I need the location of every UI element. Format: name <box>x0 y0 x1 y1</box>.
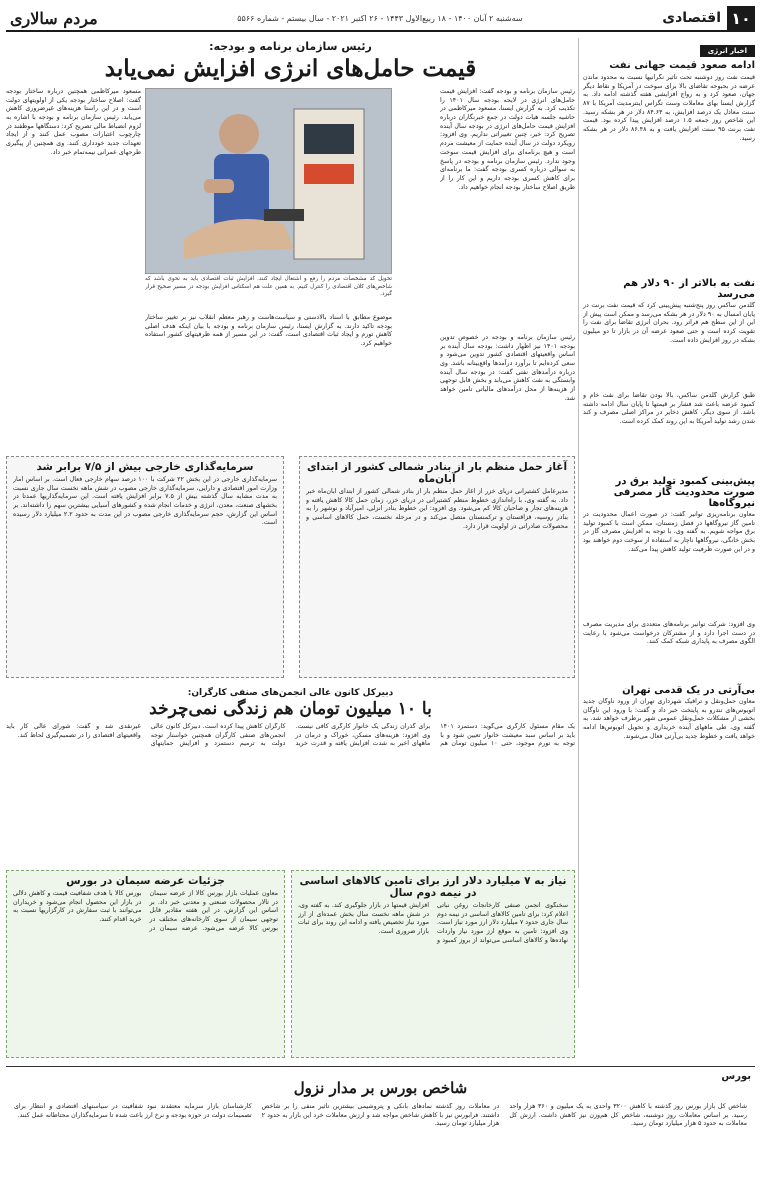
page-number: ۱۰ <box>727 6 755 30</box>
sidebar-body-power-2: وی افزود: شرکت توانیر برنامه‌های متعددی برای مدیریت مصرف در دست اجرا دارد و از مشترکان درخواست می‌شود با رعایت الگوی مصرف به پایداری شبکه کمک کنند. <box>583 621 755 646</box>
bourse-body-mid: در معاملات روز گذشته نمادهای بانکی و پتروشیمی بیشترین تاثیر منفی را بر شاخص داشتند. فرابورس نیز با کاهش شاخص مواجه شد و ارزش معاملات خرد این بازار به حدود ۲ هزار میلیارد تومان رسید. <box>261 1103 500 1128</box>
sidebar-subhead-brt: بی‌آر‌تی در یک قدمی تهران <box>622 685 755 696</box>
story2-kicker: دبیرکل کانون عالی انجمن‌های صنفی کارگران: <box>187 688 394 698</box>
box-right-title: آغاز حمل منظم بار از بنادر شمالی کشور از ابتدای آبان‌ماه <box>306 461 568 485</box>
basic-goods-fx-box <box>291 870 575 1058</box>
sidebar-subhead-power: پیش‌بینی کمبود تولید برق در صورت محدودیت گاز مصرفی نیروگاه‌ها <box>613 476 755 509</box>
story2-body: یک مقام مسئول کارگری می‌گوید: دستمزد ۱۴۰۱ باید بر اساس سبد معیشت خانوار تعیین شود و با توجه به تورم موجود، حتی ۱۰ میلیون تومان هم برای گذران زندگی یک خانوار کارگری کافی نیست. وی افزود: هزینه‌های مسکن، خوراک و درمان در ماههای اخیر به شدت افزایش یافته و قدرت خرید کارگران کاهش پیدا کرده است. دبیرکل کانون عالی انجمن‌های صنفی کارگران همچنین خواستار توجه دولت به ترمیم دستمزد و افزایش حمایتهای غیرنقدی شد و گفت: شورای عالی کار باید واقعیتهای اقتصادی را در تصمیم‌گیری لحاظ کند. <box>6 723 575 748</box>
lead-story <box>6 38 575 450</box>
section-tag: اخبار انرژی <box>700 45 755 57</box>
story2-headline: با ۱۰ میلیون تومان هم زندگی نمی‌چرخد <box>149 699 432 719</box>
sidebar-headline: ادامه صعود قیمت جهانی نفت <box>609 60 755 71</box>
paper-name: مردم سالاری <box>10 8 98 28</box>
photo-caption: تحویل کد مشخصات مردم را رفع و اشتغال ایجاد کنند. افزایش ثبات اقتصادی باید به نحوی باشد که شاخص‌های کلان اقتصادی را کنترل کنیم. به همین علت هم اسکناس افزایش بودجه در مسیر صحیح قرار گیرد. <box>145 276 392 298</box>
bourse-section-label: بورس <box>721 1071 751 1082</box>
sidebar-body-oil-2: طبق گزارش گلدمن ساکس، بالا بودن تقاضا برای نفت خام و کمبود عرضه باعث شد فشار بر قیمتها تا پایان سال ادامه داشته باشد. از سوی دیگر، کاهش ذخایر در مراکز اصلی مصرف و کند شدن رشد تولید آمریکا به این روند کمک کرده است. <box>583 392 755 426</box>
page-header <box>6 6 755 32</box>
sidebar-body: قیمت نفت روز دوشنبه تحت تاثیر نگرانیها نسبت به محدود ماندن عرضه در بحبوحه تقاضای بالا برای سوخت در آمریکا و نقاط دیگر جهان، صعود کرد و به رواج افزایشی هفته گذشته ادامه داد. به گزارش ایسنا بهای معاملات وست تگزاس اینترمدیت آمریکا با ۸۷ سنت معادل یک درصد افزایش، به ۸۴.۶۴ دلار در هر بشکه رسید. این شاخص روز جمعه ۱.۵ درصد افزایش پیدا کرده بود. قیمت نفت برنت ۹۵ سنت افزایش یافت و به ۸۶.۴۸ دلار در هر بشکه رسید. <box>583 74 755 142</box>
sidebar-subhead-oil: نفت به بالاتر از ۹۰ دلار هم می‌رسد <box>623 278 755 300</box>
sidebar-body-brt: معاون حمل‌ونقل و ترافیک شهرداری تهران از ورود ناوگان جدید اتوبوس‌های تندرو به پایتخت خبر داد و گفت: با ورود این ناوگان بخشی از مشکلات حمل‌ونقل عمومی شهر برطرف خواهد شد. به گفته وی، طی ماههای آینده خریداری و تحویل اتوبوس‌ها ادامه خواهد یافت و خطوط جدید بی‌آر‌تی فعال می‌شوند. <box>583 698 755 740</box>
bourse-story <box>6 1066 755 1194</box>
issue-line: سه‌شنبه ۲ آبان ۱۴۰۰ - ۱۸ ربیع‌الاول ۱۴۴۳ - ۲۶ اکتبر ۲۰۲۱ - سال بیستم - شماره ۵۵۶۶ <box>237 13 523 23</box>
fuel-station-photo <box>145 88 392 274</box>
lead-column-mid: رئیس سازمان برنامه و بودجه در خصوص تدوین بودجه ۱۴۰۱ نیز اظهار داشت: بودجه سال آینده بر اساس واقعیتهای اقتصادی کشور تدوین می‌شود و سعی کرده‌ایم تا برآورد درآمدها واقع‌بینانه باشد. وی درباره درآمدهای نفتی گفت: در بودجه سال آینده وابستگی به نفت کاهش می‌یابد و بخش قابل توجهی از هزینه‌ها از محل درآمدهای مالیاتی تامین خواهد شد. <box>440 334 575 402</box>
bourse-headline: شاخص بورس بر مدار نزول <box>293 1079 468 1097</box>
caspian-shipping-box <box>299 456 575 678</box>
column-rule <box>578 38 579 988</box>
bourse-body-right: شاخص کل بازار بورس روز گذشته با کاهش ۳۲۰۰ واحدی به یک میلیون و ۳۶۰ هزار واحد رسید. بر اساس معاملات روز دوشنبه، شاخص کل هم‌وزن نیز کاهش داشت. ارزش کل معاملات به حدود ۵ هزار میلیارد تومان رسید. <box>509 1103 747 1128</box>
green-left-body: معاون عملیات بازار بورس کالا از عرضه سیمان در تالار محصولات صنعتی و معدنی خبر داد. بر اساس این گزارش، در این هفته مقادیر قابل توجهی سیمان از سوی کارخانه‌های مختلف در بورس کالا عرضه می‌شود. عرضه سیمان در بورس کالا با هدف شفافیت قیمت و کاهش دلالی در بازار این محصول انجام می‌شود و خریداران می‌توانند با ثبت سفارش در کارگزاریها نسبت به خرید اقدام کنند. <box>13 890 278 932</box>
green-right-body: سخنگوی انجمن صنفی کارخانجات روغن نباتی اعلام کرد: برای تامین کالاهای اساسی در نیمه دوم سال جاری حدود ۷ میلیارد دلار ارز مورد نیاز است. وی افزود: تامین به موقع ارز مورد نیاز واردات نهاده‌ها و کالاهای اساسی می‌تواند از بروز کمبود و افزایش قیمتها در بازار جلوگیری کند. به گفته وی، در شش ماهه نخست سال بخش عمده‌ای از ارز مورد نیاز تخصیص یافته و ادامه این روند برای ثبات بازار ضروری است. <box>298 902 568 944</box>
bourse-body-left: کارشناسان بازار سرمایه معتقدند نبود شفافیت در سیاستهای اقتصادی و انتظار برای تصمیمات دولت در حوزه بودجه و نرخ ارز باعث شده تا سرمایه‌گذاران محتاطانه عمل کنند. <box>13 1103 252 1119</box>
lead-headline: قیمت حامل‌های انرژی افزایش نمی‌یابد <box>104 55 477 82</box>
green-left-title: جزئیات عرضه سیمان در بورس <box>66 875 225 887</box>
box-left-body: سرمایه‌گذاری خارجی در این بخش ۲۲ شرکت با ۱۰۰ درصد سهام خارجی فعال است. بر اساس آمار وزارت امور اقتصادی و دارایی، سرمایه‌گذاری خارجی مصوب در شش ماهه نخست سال جاری نسبت به مدت مشابه سال گذشته بیش از ۷.۵ برابر افزایش یافته است. این سرمایه‌گذاریها عمدتا در بخشهای صنعت، معدن، انرژی و خدمات انجام شده و کشورهای آسیایی بیشترین سهم را داشته‌اند. بر اساس این گزارش، حجم سرمایه‌گذاری خارجی مصوب در این مدت به حدود ۲.۲ میلیارد دلار رسیده است. <box>13 476 277 527</box>
lead-kicker: رئیس سازمان برنامه و بودجه: <box>209 40 372 53</box>
sidebar-body-power: معاون برنامه‌ریزی توانیر گفت: در صورت اعمال محدودیت در تامین گاز نیروگاهها در فصل زمستان، ممکن است با کمبود تولید برق مواجه شویم. به گفته وی، با توجه به افزایش مصرف گاز در بخش خانگی، نیروگاهها ناچار به استفاده از سوخت دوم خواهند بود و در این صورت ظرفیت تولید کاهش پیدا می‌کند. <box>583 511 755 553</box>
box-right-body: مدیرعامل کشتیرانی دریای خزر از آغاز حمل منظم بار از بنادر شمالی کشور از ابتدای آبان‌ماه خبر داد. به گفته وی، با راه‌اندازی خطوط منظم کشتیرانی در دریای خزر، زمان حمل کالا کاهش یافته و هزینه‌های تجار و صاحبان کالا کم می‌شود. وی افزود: این خطوط بنادر انزلی، امیرآباد و نوشهر را به بنادر روسیه، قزاقستان و ترکمنستان متصل می‌کند و در مرحله نخست، حمل کالاهای اساسی و محصولات صادراتی در اولویت قرار دارد. <box>306 488 568 530</box>
section-name: اقتصادی <box>662 10 721 26</box>
lead-column-right: رئیس سازمان برنامه و بودجه گفت: افزایش قیمت حامل‌های انرژی در لایحه بودجه سال ۱۴۰۱ را تکذیب کرد. به گزارش ایسنا، مسعود میرکاظمی در حاشیه جلسه هیات دولت در جمع خبرنگاران درباره افزایش قیمت حامل‌های انرژی در بودجه سال آینده تصریح کرد: خیر، چنین تغییراتی نداریم. وی افزود: رویکرد دولت در سال آینده حمایت از معیشت مردم است و هیچ برنامه‌ای برای افزایش قیمت سوخت وجود ندارد. رئیس سازمان برنامه و بودجه در پاسخ به سوالی درباره کسری بودجه گفت: ما برنامه‌ای برای کاهش کسری بودجه داریم و این کار را از طریق اصلاح ساختار بودجه انجام خواهیم داد. <box>440 88 575 191</box>
energy-news-sidebar <box>583 38 755 984</box>
lead-column-left: مسعود میرکاظمی همچنین درباره ساختار بودجه گفت: اصلاح ساختار بودجه یکی از اولویتهای دولت است و در این راستا هزینه‌های غیرضروری کاهش می‌یابد. رئیس سازمان برنامه و بودجه با اشاره به لزوم انضباط مالی تصریح کرد: دستگاهها موظفند در چارچوب اعتبارات مصوب عمل کنند و از ایجاد تعهدات جدید خودداری کنند. وی همچنین از پیگیری طرحهای عمرانی نیمه‌تمام خبر داد. <box>6 88 141 156</box>
box-left-title: سرمایه‌گذاری خارجی بیش از ۷/۵ برابر شد <box>36 461 254 473</box>
foreign-investment-box <box>6 456 284 678</box>
lead-column-under-photo: موضوع مطابق با اسناد بالادستی و سیاست‌هاست و رهبر معظم انقلاب نیز بر تغییر ساختار بودجه تاکید دارند. به گزارش ایسنا، رئیس سازمان برنامه و بودجه با بیان اینکه هدف اصلی کاهش تورم و ایجاد ثبات اقتصادی است، گفت: در این مسیر از همه ظرفیتهای کشور استفاده خواهیم کرد. <box>145 314 392 348</box>
green-right-title: نیاز به ۷ میلیارد دلار ارز برای تامین کالاهای اساسی در نیمه دوم سال <box>299 875 567 899</box>
wage-story <box>6 688 575 864</box>
cement-supply-box <box>6 870 285 1058</box>
sidebar-body-oil: گلدمن ساکس روز پنج‌شنبه پیش‌بینی کرد که قیمت نفت برنت در پایان امسال به ۹۰ دلار در هر بشکه می‌رسد و ممکن است پیش از این از این سطح هم فراتر رود. بحران انرژی تقاضا برای نفت را تقویت کرده است و حتی صعود عرضه آن در بازار تا دو میلیون بشکه در روز افزایش داده است. <box>583 302 755 344</box>
fuel-pump-illustration <box>145 89 391 274</box>
